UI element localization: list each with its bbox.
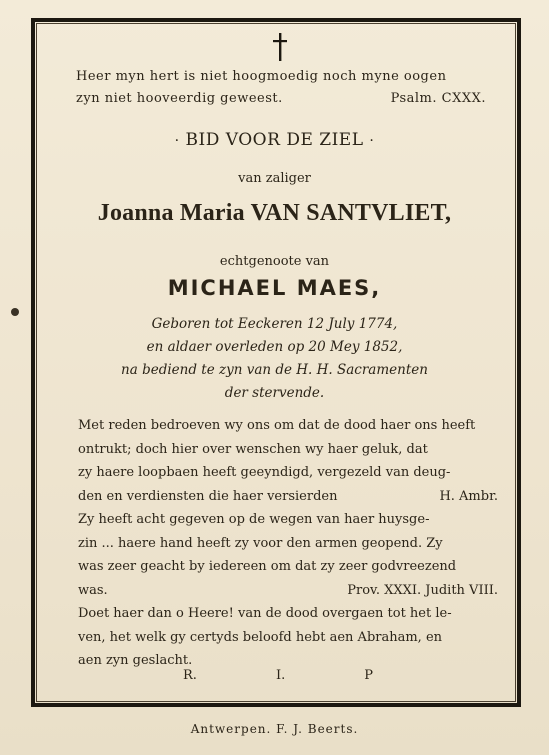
rip-i: I. <box>275 668 286 683</box>
paragraph-line: aen zyn geslacht. <box>78 653 193 668</box>
birth-line: Geboren tot Eeckeren 12 July 1774, <box>151 316 398 332</box>
motto-line-2: zyn niet hooveerdig geweest. <box>76 91 283 106</box>
heading-subtitle: van zaliger <box>238 171 311 186</box>
paragraph-line: was zeer geacht by iedereen om dat zy zeer godvreezend <box>78 559 457 574</box>
paragraph-line: Doet haer dan o Heere! van de dood overgaen tot het le- <box>78 606 452 621</box>
motto-reference: Psalm. CXXX. <box>390 91 486 106</box>
deceased-name: Joanna Maria VAN SANTVLIET, <box>97 200 452 226</box>
prayer-heading: · BID VOOR DE ZIEL · <box>174 130 375 150</box>
citation: H. Ambr. <box>439 488 498 504</box>
paragraph-line: ven, het welk gy certyds beloofd hebt aen Abraham, en <box>78 629 443 645</box>
relation-text: echtgenoote van <box>219 254 330 269</box>
paragraph-ambrose <box>78 414 498 508</box>
paragraph-line: was. <box>78 582 108 598</box>
heading-title: BID VOOR DE ZIEL <box>185 130 364 150</box>
death-line: en aldaer overleden op 20 Mey 1852, <box>146 339 403 355</box>
printer-imprint: Antwerpen. F. J. Beerts. <box>190 722 359 736</box>
rip-closing <box>183 668 373 683</box>
paragraph-line: zin ... haere hand heeft zy voor den armen geopend. Zy <box>78 535 443 551</box>
paragraph-line: den en verdiensten die haer versierden <box>78 488 338 504</box>
spouse-name: MICHAEL MAES, <box>167 276 382 300</box>
paragraph-line: ontrukt; doch hier over wenschen wy haer geluk, dat <box>78 441 428 457</box>
rip-p: P <box>364 668 373 683</box>
psalm-motto <box>76 66 486 110</box>
paragraph-line: Zy heeft acht gegeven op de wegen van haer huysge- <box>78 512 430 527</box>
sacraments-line: na bediend te zyn van de H. H. Sacramenten <box>121 362 428 378</box>
life-details <box>0 313 549 405</box>
sacraments-line-2: der stervende. <box>224 385 325 401</box>
rip-r: R. <box>183 668 197 683</box>
paragraph-line: Met reden bedroeven wy ons om dat de dood haer ons heeft <box>78 418 476 433</box>
motto-line-1: Heer myn hert is niet hoogmoedig noch myne oogen <box>76 69 447 84</box>
paragraph-prayer <box>78 602 498 673</box>
paragraph-proverbs <box>78 508 498 602</box>
citation: Prov. XXXI. Judith VIII. <box>347 582 498 598</box>
cross-icon <box>270 32 290 62</box>
paragraph-line: zy haere loopbaen heeft geeyndigd, vergezeld van deug- <box>78 465 451 480</box>
